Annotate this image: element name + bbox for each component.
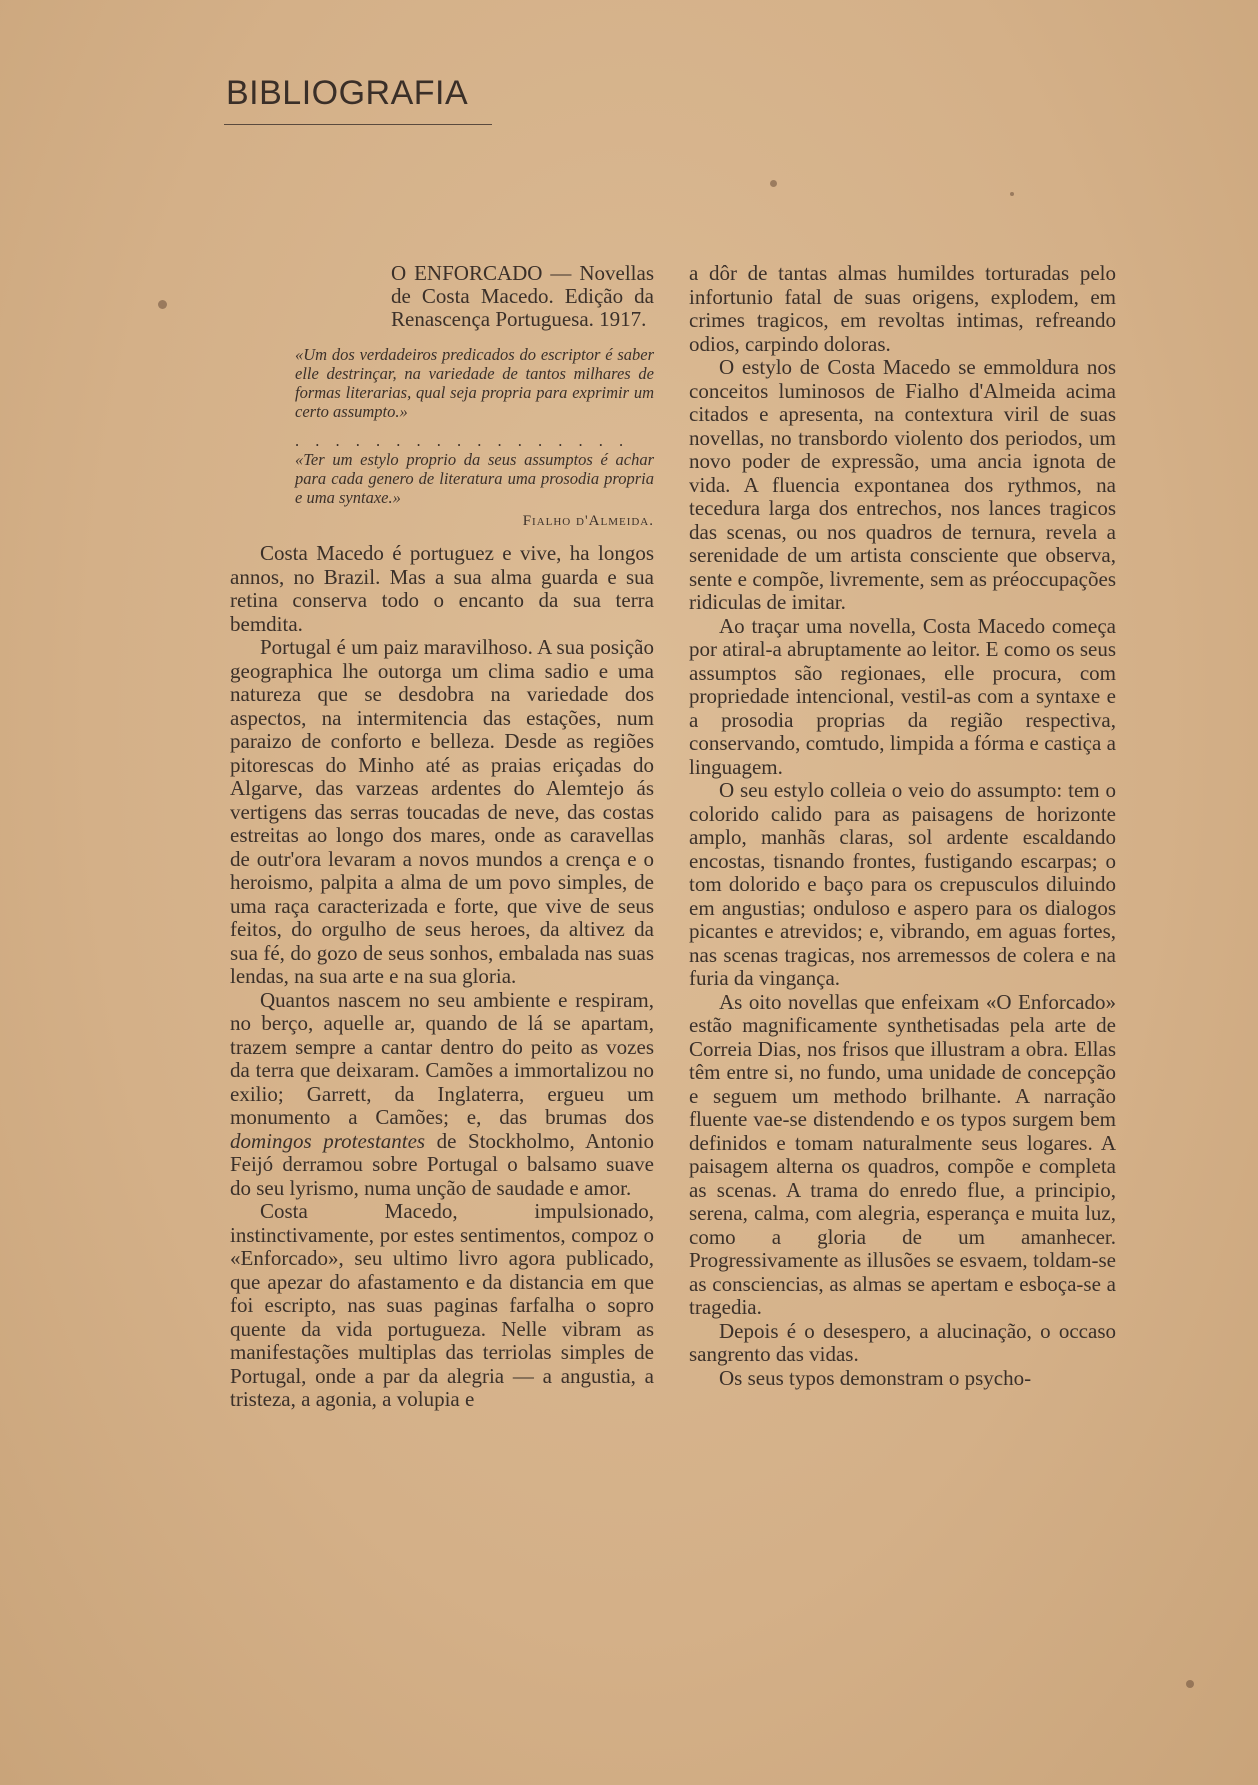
epigraph-quote-1: «Um dos verdadeiros predicados do escriptor é saber elle destrinçar, na variedade de tantos milhares de formas literarias, qual seja propria para exprimir um certo assumpto.»	[295, 345, 654, 421]
italic-phrase: domingos protestantes	[230, 1128, 426, 1153]
paragraph: Costa Macedo é portuguez e vive, ha longos annos, no Brazil. Mas a sua alma guarda e sua retina conserva todo o encanto da sua terra bemdita.	[230, 541, 654, 636]
paragraph: Portugal é um paiz maravilhoso. A sua posição geographica lhe outorga um clima sadio e uma natureza que se desdobra na variedade dos aspectos, na intermitencia das estações, num paraizo de conforto e belleza. Desde as regiões pitorescas do Minho até as praias eriçadas do Algarve, das varzeas ardentes do Alemtejo ás vertigens das serras toucadas de neve, das costas estreitas ao longo dos mares, onde as caravellas de outr'ora levaram a novos mundos a crença e o heroismo, palpita a alma de um povo simples, de uma raça caracterizada e forte, que vive de seus feitos, do orgulho de seus heroes, da altivez da sua fé, do gozo de seus sonhos, embalada nas suas lendas, na sua arte e na sua gloria.	[230, 635, 654, 988]
paragraph-text: de Stockholmo, Antonio Feijó derramou sobre Portugal o balsamo suave do seu lyrismo, numa unção de saudade e amor.	[230, 1128, 654, 1200]
epigraph-dots-and-quote-2	[295, 431, 654, 507]
right-column	[689, 262, 1116, 1390]
paragraph: O estylo de Costa Macedo se emmoldura nos conceitos luminosos de Fialho d'Almeida acima citados e apresenta, na contextura viril de suas novellas, no transbordo violento dos periodos, um novo poder de expressão, uma ancia ignota de vida. A fluencia expontanea dos rythmos, na tecedura larga dos entrechos, nos lances tragicos das scenas, ou nos quadros de ternura, revela a serenidade de um artista consciente que observa, sente e compõe, livremente, sem as préoccupações ridiculas de imitar.	[689, 355, 1116, 614]
left-column	[230, 262, 654, 1412]
epigraph-attribution: Fialho d'Almeida.	[522, 513, 654, 529]
paper-speck	[770, 180, 777, 187]
book-header: O ENFORCADO — Novellas de Costa Macedo. Edição da Renascença Portuguesa. 1917.	[391, 261, 654, 331]
paper-speck	[1186, 1680, 1194, 1688]
paper-speck	[1010, 192, 1014, 196]
paragraph: Ao traçar uma novella, Costa Macedo começa por atiral-a abruptamente ao leitor. E como os seus assumptos são regionaes, elle procura, com propriedade intencional, vestil-as com a syntaxe e a prosodia proprias da região respectiva, conservando, comtudo, limpida a fórma e castiça a linguagem.	[689, 613, 1116, 779]
paragraph: Os seus typos demonstram o psycho-	[719, 1365, 1032, 1390]
epigraph-quote-2: «Ter um estylo proprio da seus assumptos é achar para cada genero de literatura uma prosodia propria e uma syntaxe.»	[295, 450, 654, 507]
paragraph: Costa Macedo, impulsionado, instinctivamente, por estes sentimentos, compoz o «Enforcado», seu ultimo livro agora publicado, que apezar do afastamento e da distancia em que foi escripto, nas suas paginas farfalha o sopro quente da vida portugueza. Nelle vibram as manifestações multiplas das terriolas simples de Portugal, onde a par da alegria — a angustia, a tristeza, a agonia, a volupia e	[230, 1199, 654, 1411]
paragraph-continuation: a dôr de tantas almas humildes torturadas pelo infortunio fatal de suas origens, explodem, em crimes tragicos, em revoltas intimas, refreando odios, carpindo doloras.	[689, 261, 1116, 356]
paragraph: Depois é o desespero, a alucinação, o occaso sangrento das vidas.	[689, 1318, 1116, 1366]
paragraph-text: Quantos nascem no seu ambiente e respiram, no berço, aquelle ar, quando de lá se apartam, trazem sempre a cantar dentro do peito as vozes da terra que deixaram. Camões a immortalizou no exilio; Garrett, da Inglaterra, ergueu um monumento a Camões; e, das brumas dos	[230, 987, 654, 1129]
paragraph	[230, 989, 654, 1201]
paper-speck	[158, 300, 167, 309]
section-title: BIBLIOGRAFIA	[226, 74, 469, 112]
paragraph: O seu estylo colleia o veio do assumpto: tem o colorido calido para as paisagens de horizonte amplo, manhãs claras, sol ardente escaldando encostas, tisnando frontes, fustigando escarpas; o tom dolorido e baço para os crepusculos diluindo em angustias; onduloso e aspero para os dialogos picantes e atrevidos; e, vibrando, em aguas fortes, nas scenas tragicas, nos arremessos de colera e na furia da vingança.	[689, 778, 1116, 990]
epigraph-dots: . . . . . . . . . . . . . . . . .	[295, 431, 630, 450]
paragraph: As oito novellas que enfeixam «O Enforcado» estão magnificamente synthetisadas pela arte de Correia Dias, nos frisos que illustram a obra. Ellas têm entre si, no fundo, uma unidade de concepção e seguem um methodo brilhante. A narração fluente vae-se distendendo e os typos surgem bem definidos e tomam naturalmente seus logares. A paisagem alterna os quadros, compõe e completa as scenas. A trama do enredo flue, a principio, serena, calma, com alegria, esperança e muita luz, como a gloria de um amanhecer. Progressivamente as illusões se esvaem, toldam-se as consciencias, as almas se apertam e esboça-se a tragedia.	[689, 989, 1116, 1319]
title-underline	[224, 124, 492, 125]
